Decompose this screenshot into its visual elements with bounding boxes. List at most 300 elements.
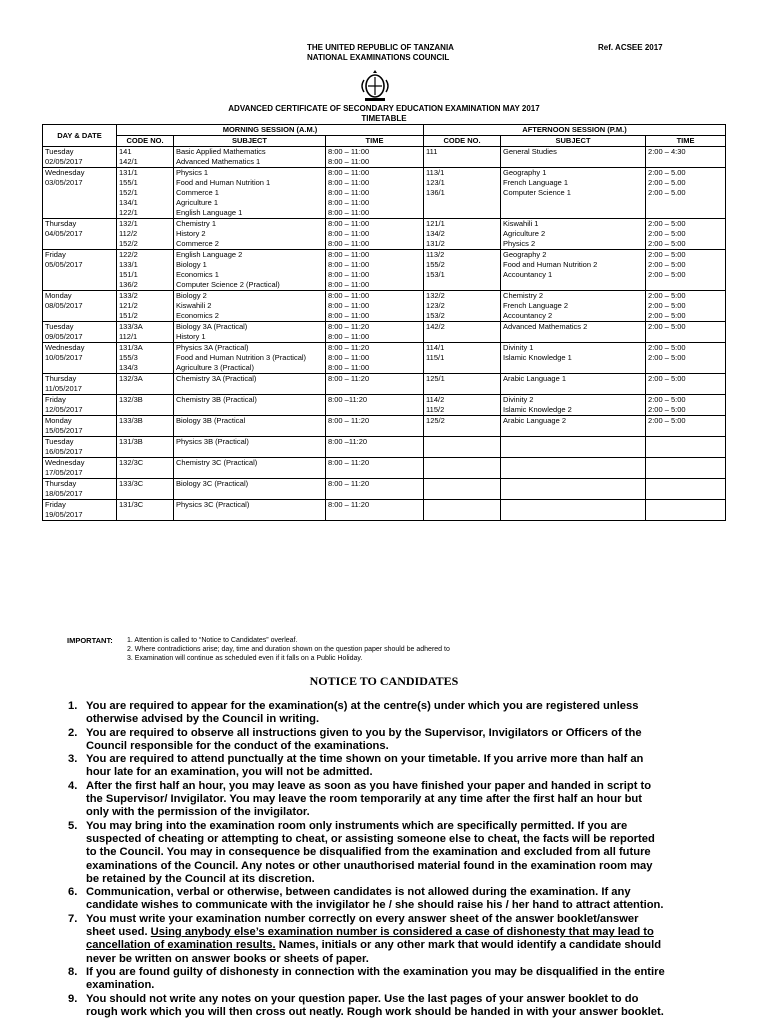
am-code-text: 112/1 (119, 332, 138, 341)
am-subject-cell (174, 437, 326, 458)
am-subject-text: History 1 (176, 332, 206, 341)
am-code-text: 133/3C (119, 479, 144, 488)
am-code-text: 141 (119, 147, 132, 156)
notice-item-number: 5. (68, 819, 78, 832)
am-time-text: 8:00 – 11:00 (328, 311, 370, 320)
pm-subject-cell (501, 416, 646, 437)
date-label: 15/05/2017 (45, 426, 83, 435)
day-label: Tuesday (45, 437, 74, 446)
header-afternoon-session: AFTERNOON SESSION (P.M.) (424, 125, 726, 136)
am-subject-text: English Language 2 (176, 250, 243, 259)
date-label: 16/05/2017 (45, 447, 83, 456)
notice-item-number: 1. (68, 700, 78, 712)
notice-item-text: Communication, verbal or otherwise, between candidates is not allowed during the examination. If any candidate wishes to communicate with the invigilator he / she should raise his / her hand to attract attention. (86, 886, 664, 912)
timetable-row (43, 168, 726, 219)
am-code-cell (117, 322, 174, 343)
am-time-cell (326, 416, 424, 437)
pm-subject-text: Divinity 2 (503, 395, 534, 404)
am-code-cell (117, 500, 174, 521)
pm-code-text: 153/2 (426, 311, 445, 320)
notice-item (68, 966, 668, 993)
pm-code-cell (424, 395, 501, 416)
timetable-subtitle: TIMETABLE (361, 114, 407, 123)
am-time-text: 8:00 –11:20 (328, 437, 368, 446)
day-date-cell (43, 500, 117, 521)
reference-number: Ref. ACSEE 2017 (598, 43, 663, 52)
pm-code-cell (424, 250, 501, 291)
am-code-text: 134/1 (119, 198, 138, 207)
am-code-text: 132/3B (119, 395, 143, 404)
notice-item-text: Names, initials or any other mark that would identify a candidate should never be written on answer books or sheets of paper. (86, 939, 662, 965)
am-code-text: 112/2 (119, 229, 138, 238)
notice-item (68, 993, 668, 1020)
am-code-text: 131/3B (119, 437, 143, 446)
timetable-row (43, 219, 726, 250)
pm-time-cell (646, 458, 726, 479)
am-code-text: 151/1 (119, 270, 138, 279)
notice-item (68, 886, 668, 913)
am-time-text: 8:00 –11:20 (328, 395, 368, 404)
am-time-cell (326, 291, 424, 322)
pm-time-text: 2:00 – 5:00 (648, 260, 686, 269)
am-time-cell (326, 168, 424, 219)
pm-time-cell (646, 395, 726, 416)
pm-code-cell (424, 500, 501, 521)
am-subject-text: History 2 (176, 229, 206, 238)
pm-subject-cell (501, 437, 646, 458)
header-morning-session: MORNING SESSION (A.M.) (117, 125, 424, 136)
notice-item-text: After the first half an hour, you may leave as soon as you have finished your paper and handed in script to the Supervisor/ Invigilator. You may leave the room temporarily at any time after the first half an hour but only with the permission of the invigilator. (86, 779, 652, 819)
pm-subject-cell (501, 500, 646, 521)
pm-subject-text: Accountancy 2 (503, 311, 553, 320)
pm-subject-text: Kiswahili 1 (503, 219, 539, 228)
pm-time-cell (646, 437, 726, 458)
exam-title: ADVANCED CERTIFICATE OF SECONDARY EDUCATION EXAMINATION MAY 2017 (228, 104, 540, 113)
am-time-text: 8:00 – 11:00 (328, 291, 370, 300)
day-label: Tuesday (45, 322, 74, 331)
am-code-text: 131/1 (119, 168, 138, 177)
am-code-text: 136/2 (119, 280, 138, 289)
pm-time-text: 2:00 – 5:00 (648, 219, 686, 228)
header-day-date: DAY & DATE (43, 125, 117, 147)
pm-code-text: 125/1 (426, 374, 445, 383)
day-label: Thursday (45, 479, 77, 488)
pm-time-cell (646, 416, 726, 437)
notice-list (68, 700, 668, 1019)
timetable-row (43, 322, 726, 343)
pm-subject-text: Arabic Language 2 (503, 416, 566, 425)
pm-subject-cell (501, 343, 646, 374)
date-label: 19/05/2017 (45, 510, 83, 519)
pm-subject-cell (501, 395, 646, 416)
notice-item-number: 6. (68, 886, 78, 899)
am-time-text: 8:00 – 11:20 (328, 500, 370, 509)
important-note: 2. Where contradictions arise; day, time and duration shown on the question paper should be adhered to (127, 646, 450, 653)
am-subject-text: Commerce 2 (176, 239, 219, 248)
am-code-text: 132/1 (119, 219, 138, 228)
timetable-row (43, 500, 726, 521)
am-subject-text: Physics 3A (Practical) (176, 343, 249, 352)
pm-time-text: 2:00 – 5:00 (648, 395, 686, 404)
day-date-cell (43, 416, 117, 437)
pm-code-text: 123/1 (426, 178, 445, 187)
notice-item (68, 753, 668, 780)
am-code-cell (117, 437, 174, 458)
pm-subject-text: General Studies (503, 147, 557, 156)
pm-code-text: 113/1 (426, 168, 445, 177)
am-code-text: 134/3 (119, 363, 138, 372)
am-time-text: 8:00 – 11:00 (328, 188, 370, 197)
am-subject-cell (174, 500, 326, 521)
am-code-text: 151/2 (119, 311, 138, 320)
pm-code-cell (424, 479, 501, 500)
pm-subject-text: Chemistry 2 (503, 291, 544, 300)
am-code-text: 155/3 (119, 353, 138, 362)
pm-code-text: 125/2 (426, 416, 445, 425)
am-subject-text: Food and Human Nutrition 3 (Practical) (176, 353, 307, 362)
notice-title: NOTICE TO CANDIDATES (309, 674, 459, 688)
am-time-text: 8:00 – 11:20 (328, 458, 370, 467)
am-time-cell (326, 395, 424, 416)
am-subject-text: Agriculture 1 (176, 198, 219, 207)
timetable-row (43, 374, 726, 395)
timetable-row (43, 291, 726, 322)
pm-subject-cell (501, 147, 646, 168)
am-time-text: 8:00 – 11:00 (328, 250, 370, 259)
pm-subject-text: Accountancy 1 (503, 270, 553, 279)
pm-subject-text: Arabic Language 1 (503, 374, 566, 383)
am-subject-cell (174, 219, 326, 250)
pm-code-text: 132/2 (426, 291, 445, 300)
pm-time-text: 2:00 – 4:30 (648, 147, 686, 156)
am-code-cell (117, 168, 174, 219)
pm-time-text: 2:00 – 5:00 (648, 343, 686, 352)
day-label: Tuesday (45, 147, 74, 156)
pm-subject-cell (501, 322, 646, 343)
header-am-time: TIME (326, 136, 424, 147)
am-subject-cell (174, 479, 326, 500)
am-time-text: 8:00 – 11:00 (328, 198, 370, 207)
pm-subject-text: French Language 2 (503, 301, 569, 310)
date-label: 09/05/2017 (45, 332, 83, 341)
am-subject-text: Chemistry 3C (Practical) (176, 458, 258, 467)
am-time-text: 8:00 – 11:20 (328, 416, 370, 425)
pm-subject-text: Islamic Knowledge 1 (503, 353, 572, 362)
am-subject-text: Biology 1 (176, 260, 207, 269)
am-subject-text: Agriculture 3 (Practical) (176, 363, 254, 372)
pm-time-cell (646, 500, 726, 521)
pm-code-cell (424, 291, 501, 322)
pm-subject-text: Geography 1 (503, 168, 547, 177)
am-time-cell (326, 219, 424, 250)
am-code-text: 142/1 (119, 157, 138, 166)
am-subject-text: Physics 3C (Practical) (176, 500, 250, 509)
pm-time-text: 2:00 – 5:00 (648, 322, 686, 331)
pm-code-text: 136/1 (426, 188, 445, 197)
am-subject-text: Basic Applied Mathematics (176, 147, 266, 156)
am-time-text: 8:00 – 11:00 (328, 270, 370, 279)
am-code-cell (117, 479, 174, 500)
date-label: 10/05/2017 (45, 353, 83, 362)
am-code-text: 155/1 (119, 178, 138, 187)
pm-time-text: 2:00 – 5:00 (648, 250, 686, 259)
pm-code-cell (424, 374, 501, 395)
am-subject-cell (174, 458, 326, 479)
timetable-row (43, 416, 726, 437)
pm-time-text: 2:00 – 5:00 (648, 229, 686, 238)
important-notes (127, 636, 450, 663)
day-date-cell (43, 343, 117, 374)
pm-code-text: 123/2 (426, 301, 445, 310)
am-time-cell (326, 479, 424, 500)
important-note: 1. Attention is called to “Notice to Candidates” overleaf. (127, 637, 298, 644)
am-time-cell (326, 147, 424, 168)
notice-item-number: 7. (68, 912, 78, 925)
am-code-text: 133/3B (119, 416, 143, 425)
am-code-text: 152/1 (119, 188, 138, 197)
pm-subject-cell (501, 374, 646, 395)
am-time-cell (326, 500, 424, 521)
pm-time-text: 2:00 – 5.00 (648, 188, 686, 197)
coat-of-arms-icon (356, 70, 394, 104)
am-time-text: 8:00 – 11:00 (328, 157, 370, 166)
day-label: Friday (45, 250, 66, 259)
day-date-cell (43, 437, 117, 458)
notice-item (68, 700, 668, 727)
notice-item-text: You are required to appear for the examination(s) at the centre(s) under which you are registered unless otherwise advised by the Council in writing. (86, 700, 639, 726)
am-subject-cell (174, 168, 326, 219)
am-subject-cell (174, 147, 326, 168)
am-subject-text: Chemistry 3B (Practical) (176, 395, 257, 404)
pm-time-text: 2:00 – 5.00 (648, 168, 686, 177)
date-label: 05/05/2017 (45, 260, 83, 269)
pm-time-cell (646, 250, 726, 291)
am-subject-text: Biology 3A (Practical) (176, 322, 248, 331)
am-subject-text: Physics 3B (Practical) (176, 437, 249, 446)
am-time-text: 8:00 – 11:00 (328, 260, 370, 269)
notice-item (68, 727, 668, 754)
notice-item-text: You must write your examination number correctly on every answer sheet of the answer booklet/answer sheet used. (86, 912, 639, 939)
timetable-row (43, 250, 726, 291)
pm-code-text: 134/2 (426, 229, 445, 238)
am-subject-text: Commerce 1 (176, 188, 219, 197)
am-time-text: 8:00 – 11:00 (328, 219, 370, 228)
day-label: Wednesday (45, 458, 85, 467)
pm-subject-cell (501, 250, 646, 291)
am-time-cell (326, 343, 424, 374)
am-subject-cell (174, 250, 326, 291)
important-label: IMPORTANT: (67, 636, 113, 645)
pm-subject-text: Food and Human Nutrition 2 (503, 260, 598, 269)
pm-code-text: 113/2 (426, 250, 445, 259)
am-code-text: 131/3A (119, 343, 143, 352)
am-time-cell (326, 437, 424, 458)
council-name: NATIONAL EXAMINATIONS COUNCIL (307, 53, 450, 62)
date-label: 08/05/2017 (45, 301, 83, 310)
pm-time-text: 2:00 – 5:00 (648, 291, 686, 300)
am-code-text: 133/2 (119, 291, 138, 300)
am-subject-cell (174, 374, 326, 395)
pm-time-text: 2:00 – 5:00 (648, 311, 686, 320)
exam-timetable (42, 124, 726, 521)
pm-time-text: 2:00 – 5:00 (648, 239, 686, 248)
day-date-cell (43, 458, 117, 479)
pm-time-text: 2:00 – 5:00 (648, 353, 686, 362)
pm-time-text: 2:00 – 5:00 (648, 270, 686, 279)
am-time-text: 8:00 – 11:00 (328, 353, 370, 362)
date-label: 17/05/2017 (45, 468, 83, 477)
pm-subject-text: Divinity 1 (503, 343, 534, 352)
am-time-cell (326, 374, 424, 395)
am-time-text: 8:00 – 11:20 (328, 374, 370, 383)
day-label: Wednesday (45, 343, 85, 352)
day-label: Friday (45, 395, 66, 404)
am-subject-text: Economics 1 (176, 270, 219, 279)
timetable-row (43, 479, 726, 500)
am-code-cell (117, 374, 174, 395)
am-subject-cell (174, 291, 326, 322)
pm-code-text: 121/1 (426, 219, 445, 228)
am-code-text: 133/1 (119, 260, 138, 269)
am-subject-text: Food and Human Nutrition 1 (176, 178, 271, 187)
pm-code-cell (424, 168, 501, 219)
pm-subject-text: Computer Science 1 (503, 188, 571, 197)
am-code-text: 132/3A (119, 374, 143, 383)
am-subject-text: Biology 3B (Practical (176, 416, 246, 425)
pm-subject-cell (501, 458, 646, 479)
pm-time-cell (646, 479, 726, 500)
timetable-row (43, 458, 726, 479)
notice-item-number: 3. (68, 753, 78, 766)
am-time-text: 8:00 – 11:00 (328, 147, 370, 156)
day-date-cell (43, 322, 117, 343)
pm-code-cell (424, 147, 501, 168)
am-code-cell (117, 250, 174, 291)
pm-code-text: 155/2 (426, 260, 445, 269)
am-subject-text: Advanced Mathematics 1 (176, 157, 261, 166)
am-code-text: 122/1 (119, 208, 138, 217)
timetable-row (43, 343, 726, 374)
timetable-row (43, 147, 726, 168)
am-subject-cell (174, 322, 326, 343)
timetable-row (43, 437, 726, 458)
pm-code-text: 131/2 (426, 239, 445, 248)
day-date-cell (43, 395, 117, 416)
day-date-cell (43, 479, 117, 500)
notice-item (68, 820, 668, 886)
day-date-cell (43, 147, 117, 168)
pm-time-cell (646, 168, 726, 219)
pm-subject-text: Islamic Knowledge 2 (503, 405, 572, 414)
am-time-text: 8:00 – 11:00 (328, 208, 370, 217)
pm-time-text: 2:00 – 5:00 (648, 374, 686, 383)
pm-code-text: 114/1 (426, 343, 445, 352)
am-subject-text: Chemistry 1 (176, 219, 217, 228)
am-subject-cell (174, 395, 326, 416)
pm-code-cell (424, 437, 501, 458)
am-time-text: 8:00 – 11:20 (328, 479, 370, 488)
am-subject-text: Kiswahili 2 (176, 301, 212, 310)
day-date-cell (43, 168, 117, 219)
pm-code-cell (424, 343, 501, 374)
am-subject-text: Chemistry 3A (Practical) (176, 374, 257, 383)
notice-item-underlined-text: Using anybody else’s examination number is considered a case of dishonesty that may lead to cancellation of examination results. (86, 926, 654, 952)
pm-time-cell (646, 322, 726, 343)
day-label: Thursday (45, 374, 77, 383)
day-label: Wednesday (45, 168, 85, 177)
header-pm-subject: SUBJECT (501, 136, 646, 147)
am-code-text: 121/2 (119, 301, 138, 310)
date-label: 12/05/2017 (45, 405, 83, 414)
am-subject-text: Biology 2 (176, 291, 207, 300)
am-time-cell (326, 250, 424, 291)
notice-item-text: If you are found guilty of dishonesty in connection with the examination you may be disqualified in the entire examination. (86, 965, 665, 992)
pm-code-cell (424, 219, 501, 250)
pm-code-text: 114/2 (426, 395, 445, 404)
notice-item-number: 4. (68, 779, 78, 792)
am-code-cell (117, 291, 174, 322)
pm-subject-text: Physics 2 (503, 239, 536, 248)
date-label: 04/05/2017 (45, 229, 83, 238)
am-code-cell (117, 458, 174, 479)
important-note: 3. Examination will continue as scheduled even if it falls on a Public Holiday. (127, 655, 363, 662)
pm-subject-text: Advanced Mathematics 2 (503, 322, 588, 331)
notice-item-text: You should not write any notes on your question paper. Use the last pages of your answer booklet to do rough work which you will then cross out neatly. Rough work should be handed in with your answer booklet. (86, 992, 664, 1018)
pm-time-cell (646, 374, 726, 395)
date-label: 18/05/2017 (45, 489, 83, 498)
am-time-cell (326, 322, 424, 343)
am-time-text: 8:00 – 11:00 (328, 168, 370, 177)
pm-code-text: 153/1 (426, 270, 445, 279)
pm-time-text: 2:00 – 5:00 (648, 416, 686, 425)
notice-item-text: You may bring into the examination room only instruments which are specifically permitted. If you are suspected of cheating or attempting to cheat, or assisting someone else to cheat, the facts will be reported to the Council. You may in consequence be disqualified from the examination and excluded from all future examinations of the Council. Any notes or other unauthorised material found in the examination room may be retained by the Council at its discretion. (86, 819, 655, 885)
am-subject-text: Economics 2 (176, 311, 219, 320)
am-subject-text: Computer Science 2 (Practical) (176, 280, 280, 289)
day-date-cell (43, 250, 117, 291)
pm-subject-cell (501, 168, 646, 219)
am-code-text: 133/3A (119, 322, 143, 331)
header-am-subject: SUBJECT (174, 136, 326, 147)
am-time-cell (326, 458, 424, 479)
pm-time-text: 2:00 – 5.00 (648, 178, 686, 187)
pm-code-text: 142/2 (426, 322, 445, 331)
pm-subject-cell (501, 219, 646, 250)
am-code-text: 131/3C (119, 500, 144, 509)
pm-time-cell (646, 343, 726, 374)
day-date-cell (43, 374, 117, 395)
country-name: THE UNITED REPUBLIC OF TANZANIA (307, 43, 454, 52)
pm-code-text: 115/2 (426, 405, 445, 414)
am-time-text: 8:00 – 11:00 (328, 239, 370, 248)
day-label: Thursday (45, 219, 77, 228)
day-label: Monday (45, 291, 72, 300)
day-date-cell (43, 219, 117, 250)
date-label: 02/05/2017 (45, 157, 83, 166)
am-time-text: 8:00 – 11:00 (328, 178, 370, 187)
day-date-cell (43, 291, 117, 322)
pm-subject-text: French Language 1 (503, 178, 569, 187)
pm-code-text: 111 (426, 147, 438, 156)
pm-subject-text: Geography 2 (503, 250, 547, 259)
pm-subject-cell (501, 479, 646, 500)
notice-item-number: 9. (68, 992, 78, 1005)
date-label: 11/05/2017 (45, 384, 82, 393)
am-time-text: 8:00 – 11:00 (328, 332, 370, 341)
am-subject-cell (174, 343, 326, 374)
notice-item-text: You are required to observe all instructions given to you by the Supervisor, Invigilators or Officers of the Council responsible for the conduct of the examinations. (86, 726, 642, 752)
notice-item-text: You are required to attend punctually at the time shown on your timetable. If you arrive more than half an hour late for an examination, you will not be admitted. (86, 753, 644, 779)
pm-subject-cell (501, 291, 646, 322)
